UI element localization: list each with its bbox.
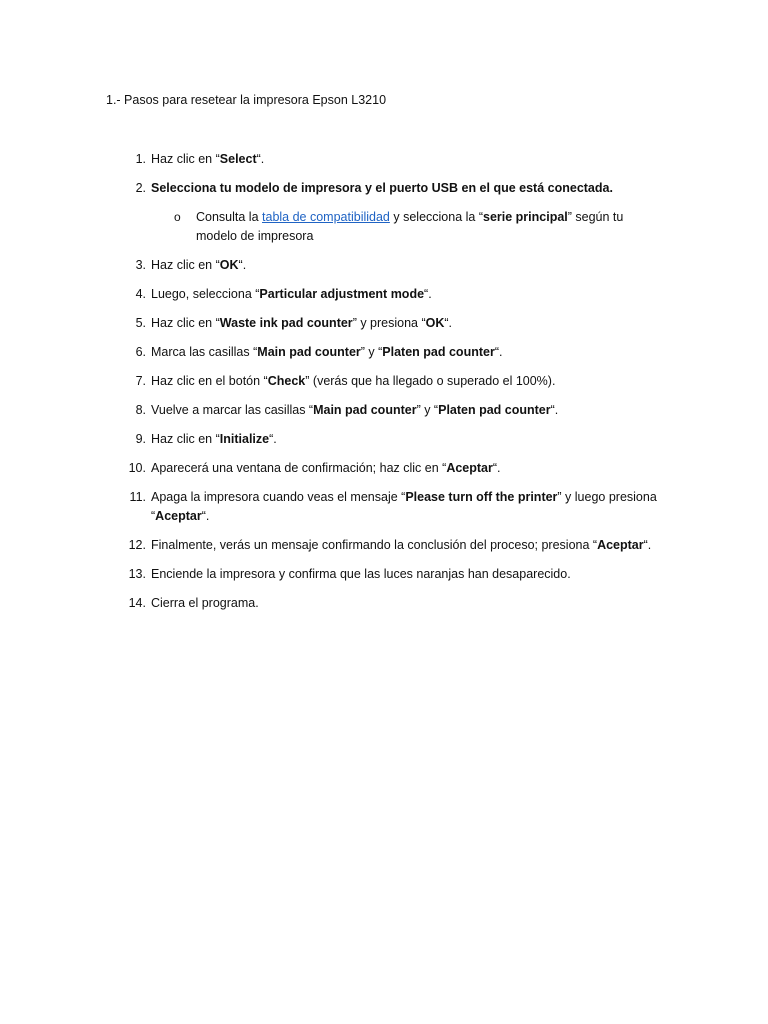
bold-term: Platen pad counter [382,345,495,359]
text-run: y selecciona la “ [389,210,483,224]
bold-term: OK [219,258,239,272]
step-text [151,179,666,198]
step-number: 2. [135,181,146,195]
step-item [128,430,668,449]
step-number: 1. [135,152,146,166]
step-text [151,488,666,526]
bold-term: Initialize [219,432,270,446]
text-run: Haz clic en “ [151,316,220,330]
text-run: ” según tu modelo de impresora [196,210,624,243]
bold-term: Platen pad counter [438,403,551,417]
step-text [151,430,666,449]
text-run: Cierra el programa. [151,596,259,610]
bold-term: Aceptar [446,461,493,475]
bold-term: Particular adjustment mode [259,287,425,301]
text-run: ” y “ [416,403,439,417]
step-item [128,372,668,391]
text-run: Consulta la [196,210,263,224]
step-item [128,256,668,275]
text-run: ” y “ [360,345,383,359]
step-number: 8. [135,403,146,417]
step-number: 4. [135,287,146,301]
step-text [151,285,666,304]
step-number: 5. [135,316,146,330]
bold-term: Please turn off the printer [405,490,558,504]
step-item [128,285,668,304]
step-item [128,459,668,478]
sub-list-item [151,208,666,246]
step-number: 14. [128,596,146,610]
step-item [128,150,668,169]
text-run: Aparecerá una ventana de confirmación; haz clic en “ [151,461,447,475]
text-run: “. [238,258,247,272]
bold-term: serie principal [483,210,568,224]
sub-list [151,208,668,246]
step-number: 7. [135,374,146,388]
step-text [151,401,666,420]
text-run: Haz clic en “ [151,258,220,272]
text-run: Vuelve a marcar las casillas “ [151,403,314,417]
bold-term: Aceptar [155,509,202,523]
step-number: 3. [135,258,146,272]
step-item [128,536,668,555]
text-run: ” (verás que ha llegado o superado el 100%). [305,374,556,388]
step-item [128,314,668,333]
step-item [128,565,668,584]
text-run: “. [643,538,652,552]
step-item [128,343,668,362]
step-text [151,594,666,613]
text-run: “. [550,403,559,417]
step-number: 12. [128,538,146,552]
bold-term: Check [267,374,306,388]
step-item [128,594,668,613]
text-run: Finalmente, verás un mensaje confirmando la conclusión del proceso; presiona “ [151,538,598,552]
bold-term: Main pad counter [313,403,417,417]
bold-term: Main pad counter [257,345,361,359]
step-text [151,256,666,275]
text-run: “. [269,432,277,446]
step-number: 10. [128,461,146,475]
text-run: ” y luego presiona “ [151,490,657,523]
text-run: “. [256,152,265,166]
text-run: Enciende la impresora y confirma que las luces naranjas han desaparecido. [151,567,571,581]
bold-term: Selecciona tu modelo de impresora y el puerto USB en el que está conectada. [151,181,613,195]
text-run: Luego, selecciona “ [151,287,260,301]
step-text [151,565,666,584]
text-run: Apaga la impresora cuando veas el mensaje “ [151,490,406,504]
text-run: “. [494,345,503,359]
text-run: “. [492,461,501,475]
text-run: “. [201,509,210,523]
text-run: ” y presiona “ [352,316,426,330]
bold-term: Select [219,152,257,166]
steps-list [128,150,668,623]
step-item [128,401,668,420]
step-number: 13. [128,567,146,581]
bold-term: Aceptar [597,538,644,552]
bold-term: OK [425,316,445,330]
text-run: Marca las casillas “ [151,345,258,359]
step-text [151,536,666,555]
step-text [151,314,666,333]
bold-term: Waste ink pad counter [219,316,353,330]
step-number: 9. [135,432,146,446]
step-text [151,459,666,478]
step-text [151,150,666,169]
step-text [151,372,666,391]
step-number: 6. [135,345,146,359]
step-text [151,343,666,362]
document-title: 1.- Pasos para resetear la impresora Epson L3210 [106,93,387,107]
compatibility-table-link[interactable]: tabla de compatibilidad [262,210,390,224]
step-number: 11. [129,490,146,504]
text-run: Haz clic en “ [151,432,220,446]
circle-bullet-icon: o [174,210,181,224]
step-item [128,179,668,246]
text-run: “. [444,316,453,330]
step-item [128,488,668,526]
sub-item-text [196,210,623,243]
text-run: “. [424,287,432,301]
text-run: Haz clic en “ [151,152,220,166]
text-run: Haz clic en el botón “ [151,374,268,388]
